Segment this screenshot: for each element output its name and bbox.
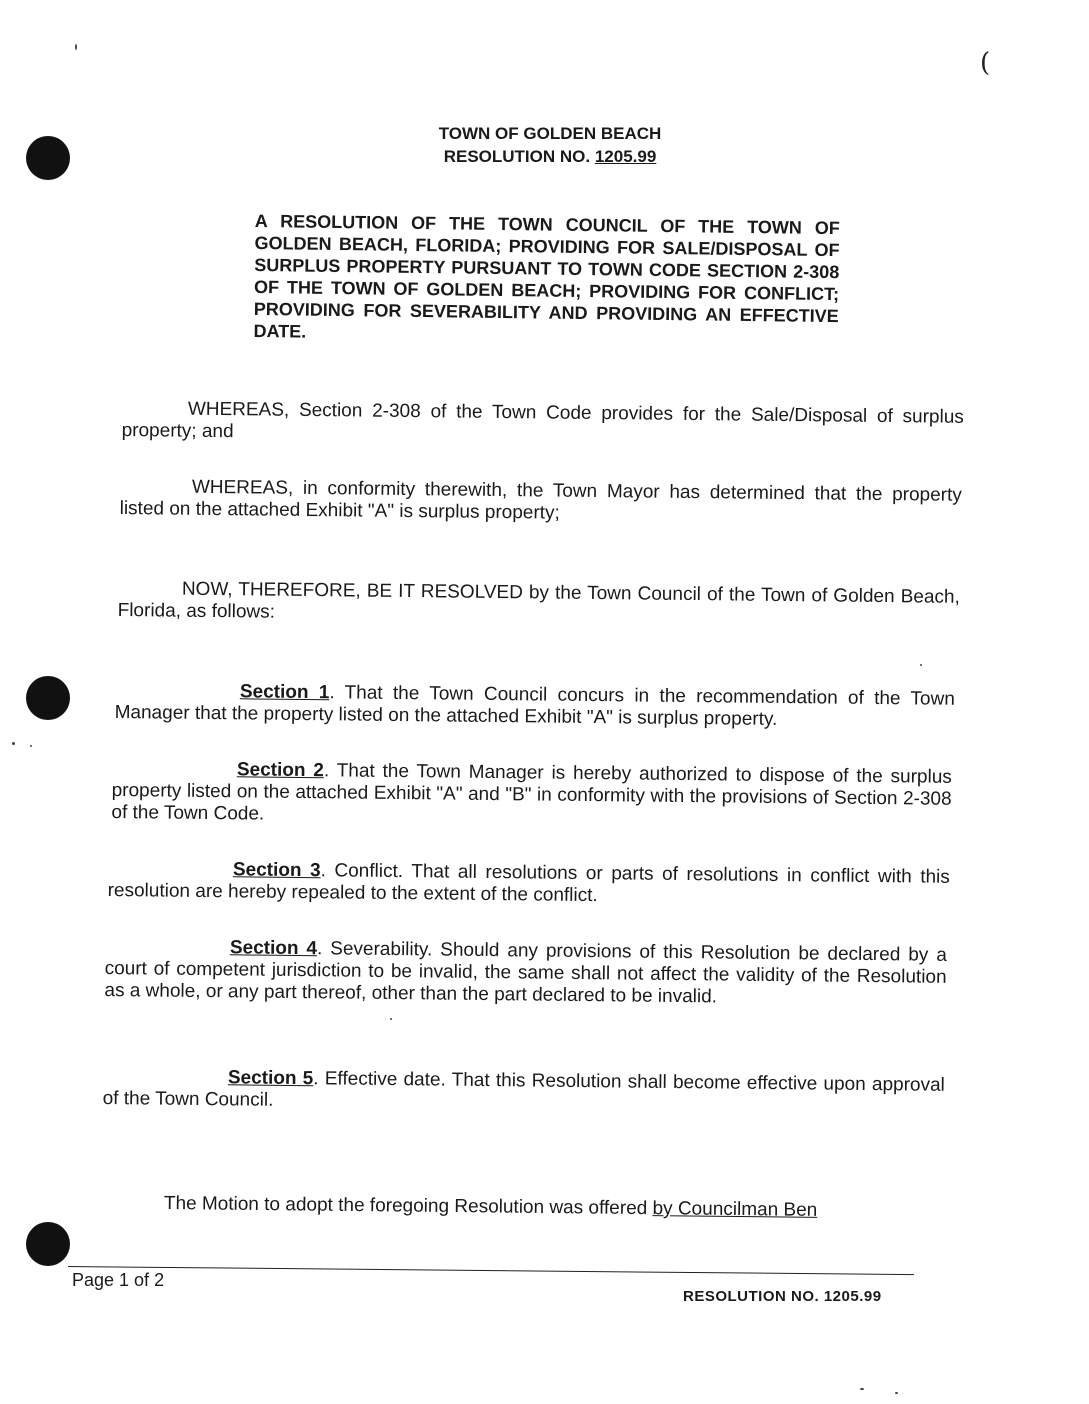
scan-speck <box>12 742 15 745</box>
scan-speck <box>895 1392 898 1394</box>
section-2-title: Section 2 <box>236 759 325 782</box>
document-header <box>300 122 800 168</box>
section-4: Section 4. Severability. Should any provisions of this Resolution be declared by a court of competent jurisdiction to be invalid, the same shall not affect the validity of the Resolution as a whole, or any part thereof, other than the part declared to be invalid. <box>104 937 947 1008</box>
resolution-label: RESOLUTION NO. <box>443 147 591 166</box>
resolved-clause: NOW, THEREFORE, BE IT RESOLVED by the Town Council of the Town of Golden Beach, Florida, as follows: <box>117 578 960 623</box>
motion-statement: The Motion to adopt the foregoing Resolution was offered by Councilman Ben <box>163 1193 818 1221</box>
scan-speck <box>860 1388 864 1390</box>
town-name: TOWN OF GOLDEN BEACH <box>438 124 662 143</box>
scan-speck <box>75 44 77 50</box>
punch-hole-middle <box>26 676 70 720</box>
section-4-title: Section 4 <box>229 937 318 960</box>
resolution-number: 1205.99 <box>594 147 657 166</box>
resolution-caption: A RESOLUTION OF THE TOWN COUNCIL OF THE TOWN OF GOLDEN BEACH, FLORIDA; PROVIDING FOR SALE/DISPOSAL OF SURPLUS PROPERTY PURSUANT TO TOWN CODE SECTION 2-308 OF THE TOWN OF GOLDEN BEACH; PROVIDING FOR CONFLICT; PROVIDING FOR SEVERABILITY AND PROVIDING AN EFFECTIVE DATE. <box>253 210 840 342</box>
scan-speck <box>30 745 32 747</box>
punch-hole-bottom <box>26 1222 70 1266</box>
footer-resolution-number: RESOLUTION NO. 1205.99 <box>683 1288 882 1305</box>
scan-speck <box>920 664 922 666</box>
resolution-number-line <box>300 145 800 168</box>
punch-hole-top <box>26 136 70 180</box>
footer-rule <box>68 1266 914 1275</box>
section-5: Section 5. Effective date. That this Resolution shall become effective upon approval of the Town Council. <box>102 1067 945 1111</box>
section-3-title: Section 3 <box>232 859 321 882</box>
section-3: Section 3. Conflict. That all resolutions or parts of resolutions in conflict with this resolution are hereby repealed to the extent of the conflict. <box>107 859 950 907</box>
section-5-title: Section 5 <box>227 1067 314 1090</box>
whereas-clause-1: WHEREAS, Section 2-308 of the Town Code provides for the Sale/Disposal of surplus property; and <box>121 398 964 443</box>
page-number: Page 1 of 2 <box>72 1270 165 1290</box>
section-2: Section 2. That the Town Manager is hereby authorized to dispose of the surplus property listed on the attached Exhibit "A" and "B" in conformity with the provisions of Section 2-308 of the Town Code. <box>111 759 952 825</box>
section-1-title: Section 1 <box>239 681 330 704</box>
section-1: Section 1. That the Town Council concurs in the recommendation of the Town Manager that the property listed on the attached Exhibit "A" is surplus property. <box>114 681 955 730</box>
corner-mark: ( <box>980 48 991 78</box>
whereas-clause-2: WHEREAS, in conformity therewith, the Town Mayor has determined that the property listed on the attached Exhibit "A" is surplus property; <box>119 476 962 524</box>
motion-offered-by: by Councilman Ben <box>652 1198 818 1221</box>
scan-speck <box>390 1018 392 1020</box>
